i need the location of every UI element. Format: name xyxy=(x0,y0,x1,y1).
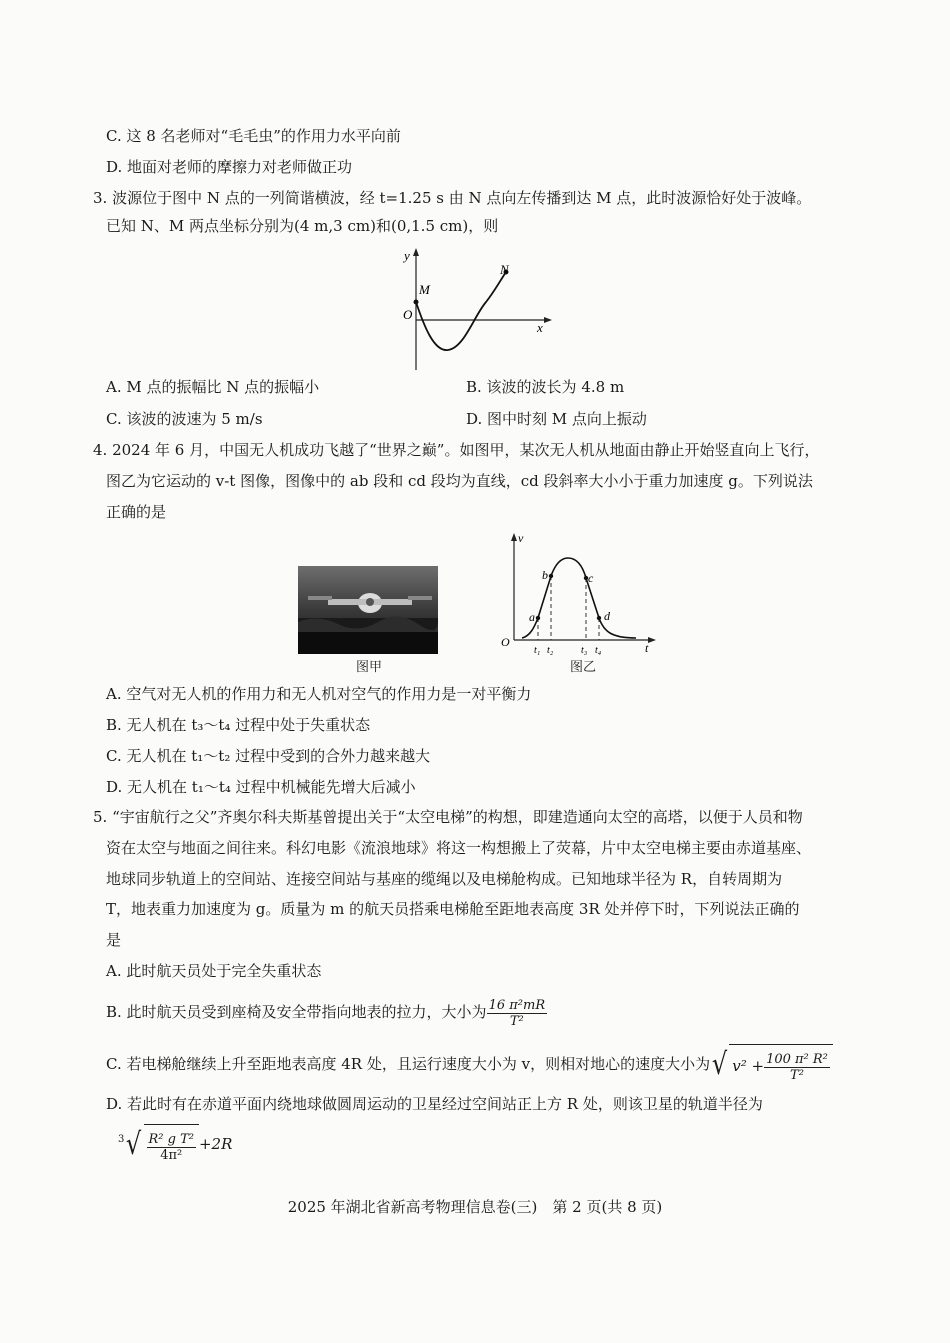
q2-option-d: D. 地面对老师的摩擦力对老师做正功 xyxy=(106,158,353,176)
q5-stem-line3: 地球同步轨道上的空间站、连接空间站与基座的缆绳以及电梯舱构成。已知地球半径为 R，自转周期为 xyxy=(106,870,783,888)
q5-option-c-v2: v² + xyxy=(732,1057,765,1075)
drone-photo xyxy=(298,566,438,654)
m-label: M xyxy=(419,282,430,297)
q4-stem-line2: 图乙为它运动的 v-t 图像，图像中的 ab 段和 cd 段均为直线，cd 段斜率大小小于重力加速度 g。下列说法 xyxy=(106,472,813,490)
q5-option-d-line1: D. 若此时有在赤道平面内绕地球做圆周运动的卫星经过空间站正上方 R 处，则该卫星的轨道半径为 xyxy=(106,1095,763,1113)
q5-option-b-fraction xyxy=(487,998,548,1029)
q4-option-c: C. 无人机在 t₁～t₂ 过程中受到的合外力越来越大 xyxy=(106,747,431,765)
origin-label: O xyxy=(403,307,413,322)
q3-wave-figure xyxy=(390,246,560,372)
n-label: N xyxy=(500,262,509,277)
q5-option-c-radicand xyxy=(729,1044,833,1086)
q3-option-d: D. 图中时刻 M 点向上振动 xyxy=(466,410,647,428)
a-label: a xyxy=(529,610,535,624)
q5-option-c-denominator: T² xyxy=(790,1067,804,1083)
origin-label: O xyxy=(501,635,510,649)
t1-label: t₁ xyxy=(534,645,541,656)
vt-curve xyxy=(522,558,636,638)
q5-option-b-numerator: 16 π²mR xyxy=(488,997,546,1013)
v-axis-label: v xyxy=(518,531,524,545)
q5-option-c-text: C. 若电梯舱继续上升至距地表高度 4R 处，且运行速度大小为 v，则相对地心的速度大小为 xyxy=(106,1055,711,1073)
page-footer: 2025 年湖北省新高考物理信息卷(三) 第 2 页(共 8 页) xyxy=(287,1198,663,1216)
q4-option-d: D. 无人机在 t₁～t₄ 过程中机械能先增大后减小 xyxy=(106,778,416,796)
cube-root-index: 3 xyxy=(118,1134,125,1145)
q5-option-d-tail: +2R xyxy=(198,1135,233,1153)
y-axis-arrow xyxy=(413,248,419,256)
q5-option-b-denominator: T² xyxy=(509,1013,524,1029)
q5-option-d-numerator: R² g T² xyxy=(148,1131,194,1147)
t3-label: t₃ xyxy=(581,645,588,656)
x-axis-label: x xyxy=(537,320,543,335)
cube-root-symbol: √ xyxy=(126,1127,142,1162)
q4-option-b: B. 无人机在 t₃～t₄ 过程中处于失重状态 xyxy=(106,716,371,734)
t-axis-label: t xyxy=(645,641,649,655)
point-m xyxy=(414,300,419,305)
q5-option-c xyxy=(106,1044,833,1086)
sqrt-symbol: √ xyxy=(712,1047,728,1082)
q2-option-c: C. 这 8 名老师对“毛毛虫”的作用力水平向前 xyxy=(106,127,401,145)
x-axis-arrow xyxy=(544,317,552,323)
q5-stem-line4: T，地表重力加速度为 g。质量为 m 的航天员搭乘电梯舱至距地表高度 3R 处并停下时，下列说法正确的 xyxy=(106,900,800,918)
q4-stem-line3: 正确的是 xyxy=(106,503,167,521)
d-label: d xyxy=(604,609,610,623)
q3-option-a: A. M 点的振幅比 N 点的振幅小 xyxy=(106,378,320,396)
q3-stem-line1: 3. 波源位于图中 N 点的一列简谐横波，经 t=1.25 s 由 N 点向左传播到达 M 点，此时波源恰好处于波峰。 xyxy=(93,189,812,207)
q5-option-d-denominator: 4π² xyxy=(160,1147,183,1163)
q3-stem-line2: 已知 N、M 两点坐标分别为(4 m,3 cm)和(0,1.5 cm)，则 xyxy=(106,217,499,235)
t4-label: t₄ xyxy=(595,645,602,656)
t2-label: t₂ xyxy=(547,645,554,656)
vt-graph xyxy=(496,528,662,656)
q5-stem-line1: 5. “宇宙航行之父”齐奥尔科夫斯基曾提出关于“太空电梯”的构想，即建造通向太空的高塔，以便于人员和物 xyxy=(93,808,803,826)
q5-stem-line2: 资在太空与地面之间往来。科幻电影《流浪地球》将这一构想搬上了荧幕，片中太空电梯主要由赤道基座、 xyxy=(106,839,812,857)
q3-option-b: B. 该波的波长为 4.8 m xyxy=(466,378,625,396)
b-label: b xyxy=(542,568,548,582)
q5-option-d-radicand xyxy=(144,1124,199,1166)
q4-stem-line1: 4. 2024 年 6 月，中国无人机成功飞越了“世界之巅”。如图甲，某次无人机从地面由静止开始竖直向上飞行， xyxy=(93,441,820,459)
y-axis-label: y xyxy=(404,248,410,263)
q5-option-a: A. 此时航天员处于完全失重状态 xyxy=(106,962,322,980)
q5-option-d-formula xyxy=(118,1124,232,1166)
q4-option-a: A. 空气对无人机的作用力和无人机对空气的作用力是一对平衡力 xyxy=(106,685,532,703)
q5-option-c-numerator: 100 π² R² xyxy=(766,1051,828,1067)
q5-option-b xyxy=(106,994,547,1030)
c-label: c xyxy=(588,571,594,585)
fig1-caption: 图甲 xyxy=(356,660,383,675)
fig2-caption: 图乙 xyxy=(570,660,597,675)
q3-option-c: C. 该波的波速为 5 m/s xyxy=(106,410,263,428)
q5-stem-line5: 是 xyxy=(106,931,122,949)
q5-option-b-text: B. 此时航天员受到座椅及安全带指向地表的拉力，大小为 xyxy=(106,1003,487,1021)
